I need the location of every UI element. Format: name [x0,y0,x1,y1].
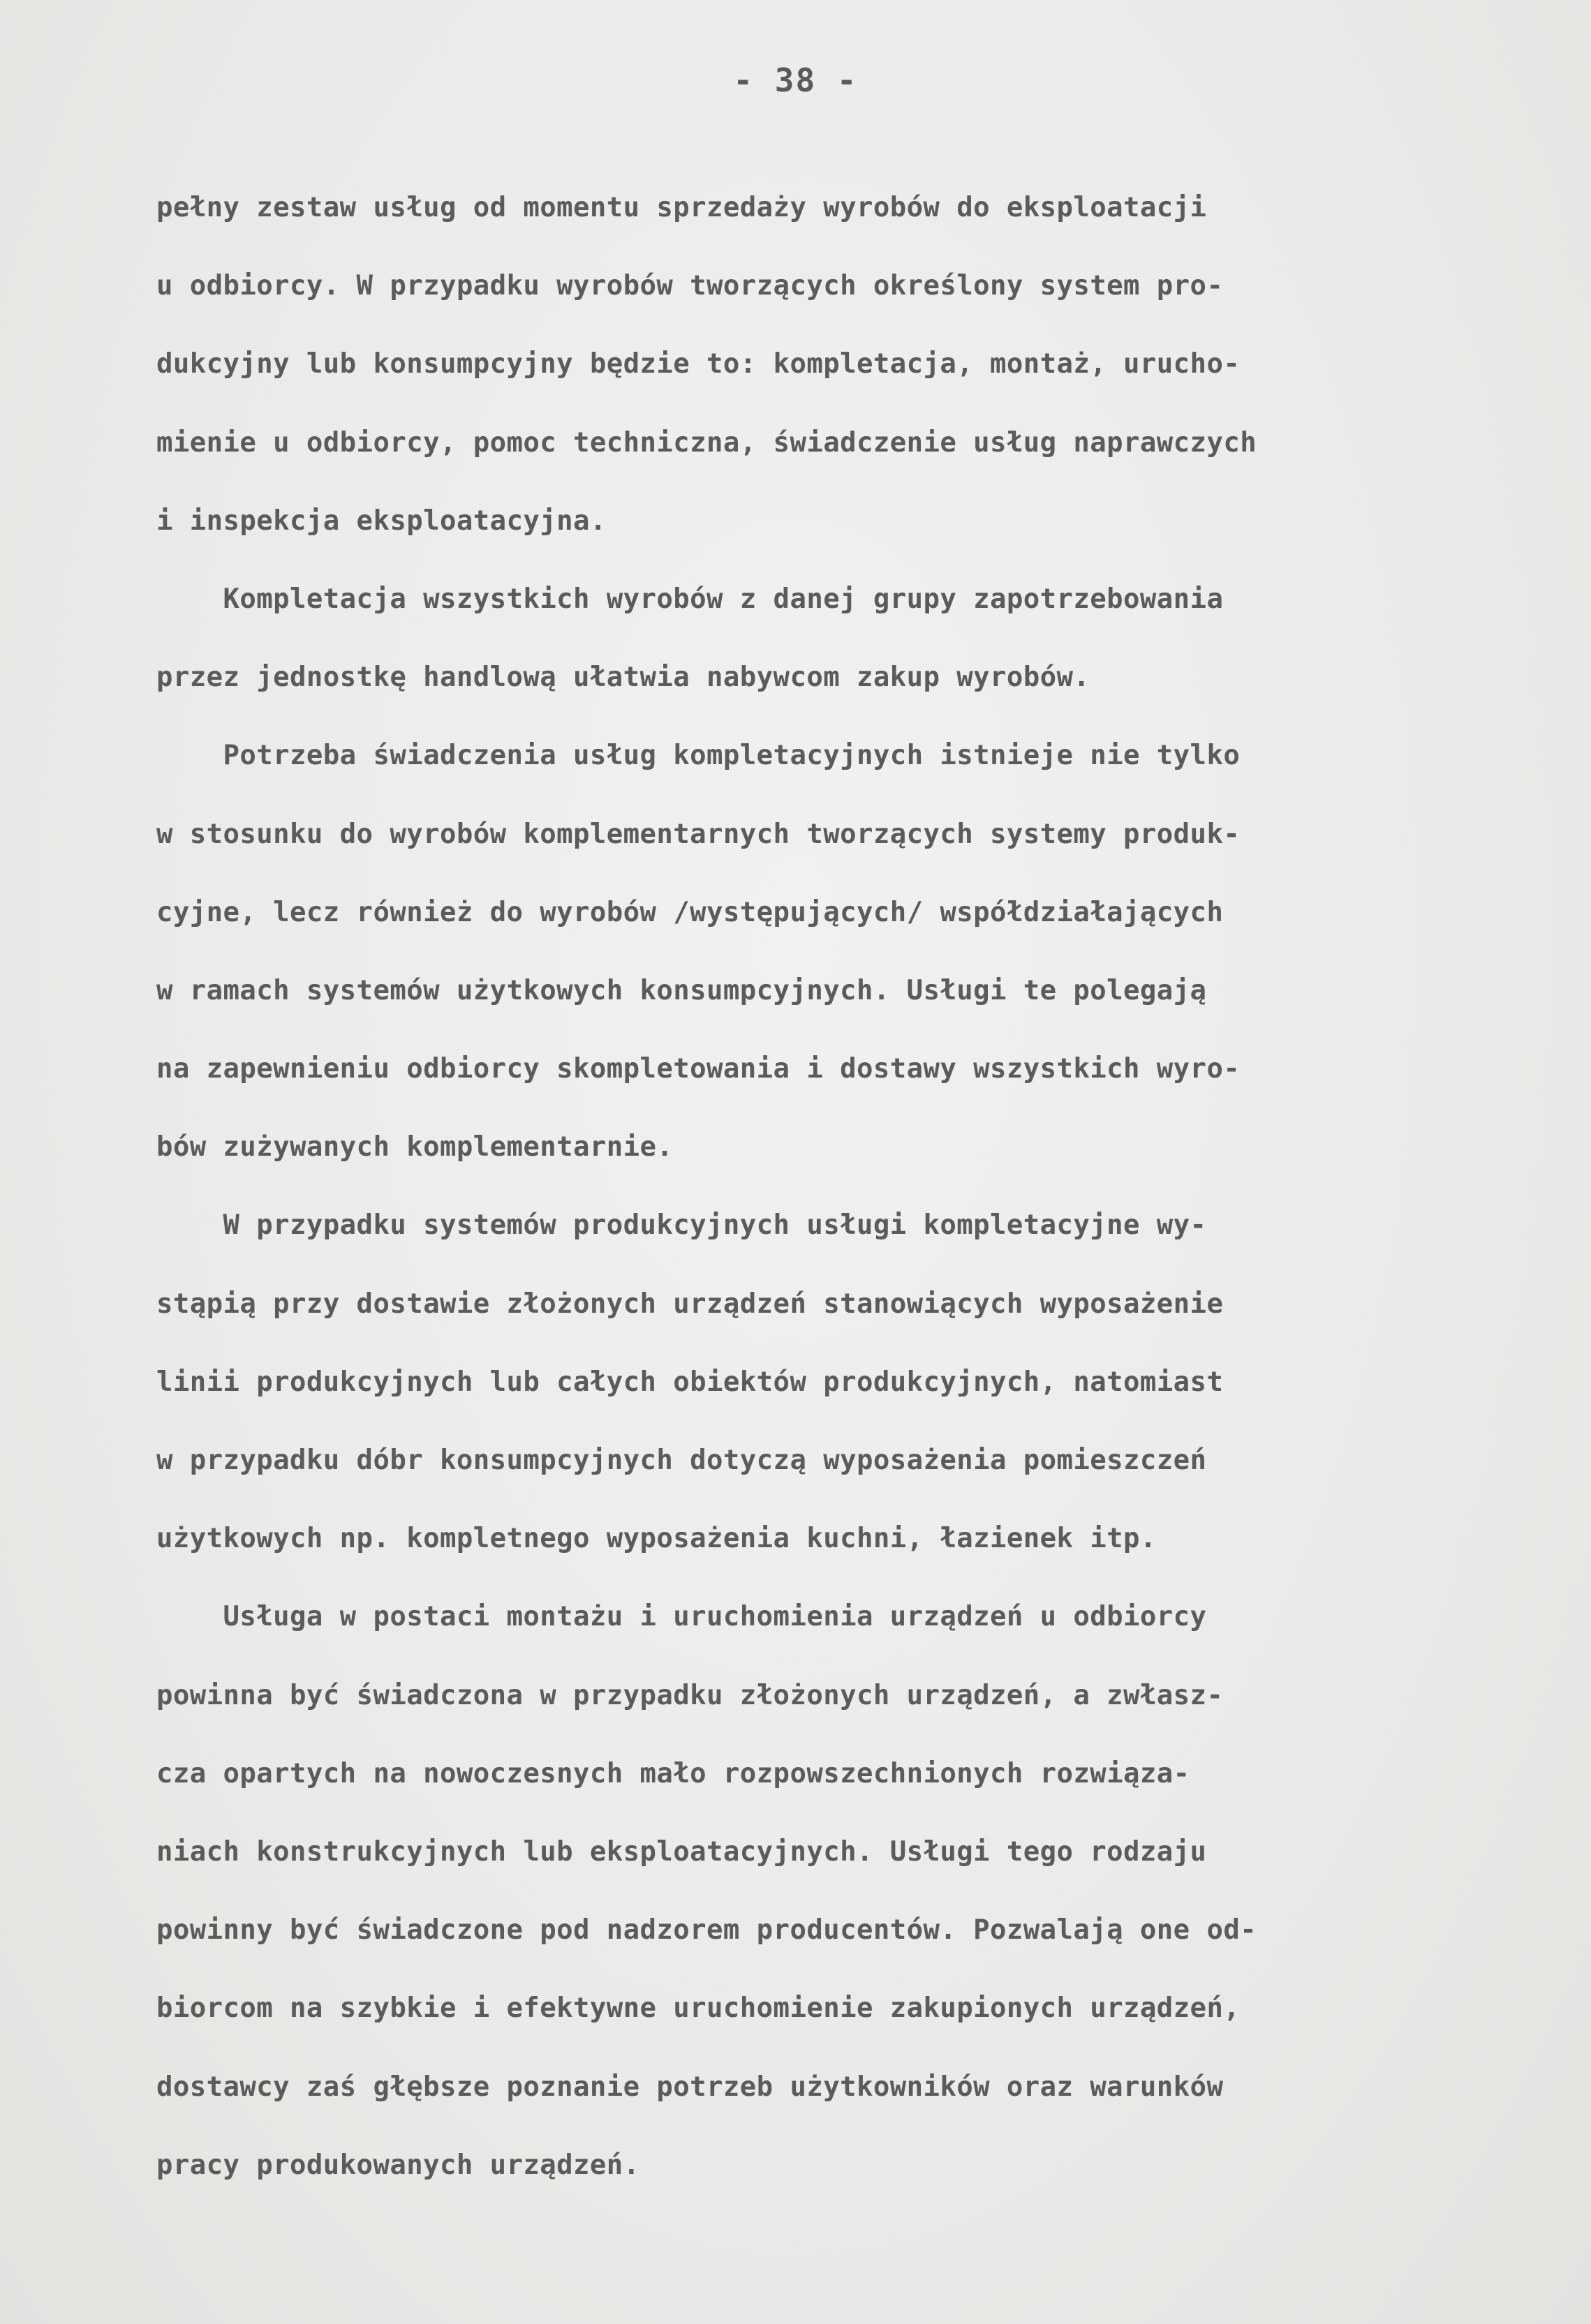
text-line: pełny zestaw usług od momentu sprzedaży wyrobów do eksploatacji [156,192,1207,223]
text-line: cyjne, lecz również do wyrobów /występujących/ współdziałających [156,896,1224,928]
text-line: w przypadku dóbr konsumpcyjnych dotyczą wyposażenia pomieszczeń [156,1445,1207,1476]
text-line: Usługa w postaci montażu i uruchomienia urządzeń u odbiorcy [156,1601,1207,1633]
text-line: stąpią przy dostawie złożonych urządzeń stanowiących wyposażenie [156,1288,1224,1320]
text-line: powinny być świadczone pod nadzorem producentów. Pozwalają one od- [156,1914,1257,1946]
text-line: niach konstrukcyjnych lub eksploatacyjnych. Usługi tego rodzaju [156,1835,1207,1868]
text-line: bów zużywanych komplementarnie. [156,1131,674,1163]
text-line: dostawcy zaś głębsze poznanie potrzeb użytkowników oraz warunków [156,2071,1224,2103]
text-line: na zapewnieniu odbiorcy skompletowania i dostawy wszystkich wyro- [156,1053,1241,1085]
text-line: linii produkcyjnych lub całych obiektów produkcyjnych, natomiast [156,1366,1224,1398]
text-line: dukcyjny lub konsumpcyjny będzie to: kompletacja, montaż, urucho- [156,348,1241,380]
text-line: pracy produkowanych urządzeń. [156,2149,640,2181]
text-line: przez jednostkę handlową ułatwia nabywcom zakup wyrobów. [156,662,1090,694]
text-line: w stosunku do wyrobów komplementarnych tworzących systemy produk- [156,818,1241,850]
text-line: mienie u odbiorcy, pomoc techniczna, świadczenie usług naprawczych [156,426,1257,459]
text-line: biorcom na szybkie i efektywne uruchomienie zakupionych urządzeń, [156,1992,1241,2025]
text-line: W przypadku systemów produkcyjnych usługi kompletacyjne wy- [156,1209,1207,1242]
text-line: cza opartych na nowoczesnych mało rozpowszechnionych rozwiąza- [156,1757,1190,1789]
text-line: w ramach systemów użytkowych konsumpcyjnych. Usługi te polegają [156,974,1207,1006]
page-number: - 38 - [733,61,858,99]
text-line: użytkowych np. kompletnego wyposażenia kuchni, łazienek itp. [156,1523,1157,1555]
text-line: Kompletacja wszystkich wyrobów z danej grupy zapotrzebowania [156,583,1224,615]
text-line: u odbiorcy. W przypadku wyrobów tworzących określony system pro- [156,270,1224,302]
text-line: i inspekcja eksploatacyjna. [156,505,607,537]
text-line: powinna być świadczona w przypadku złożonych urządzeń, a zwłasz- [156,1679,1224,1711]
text-line: Potrzeba świadczenia usług kompletacyjnych istnieje nie tylko [156,740,1241,772]
body-text [156,169,1546,2205]
